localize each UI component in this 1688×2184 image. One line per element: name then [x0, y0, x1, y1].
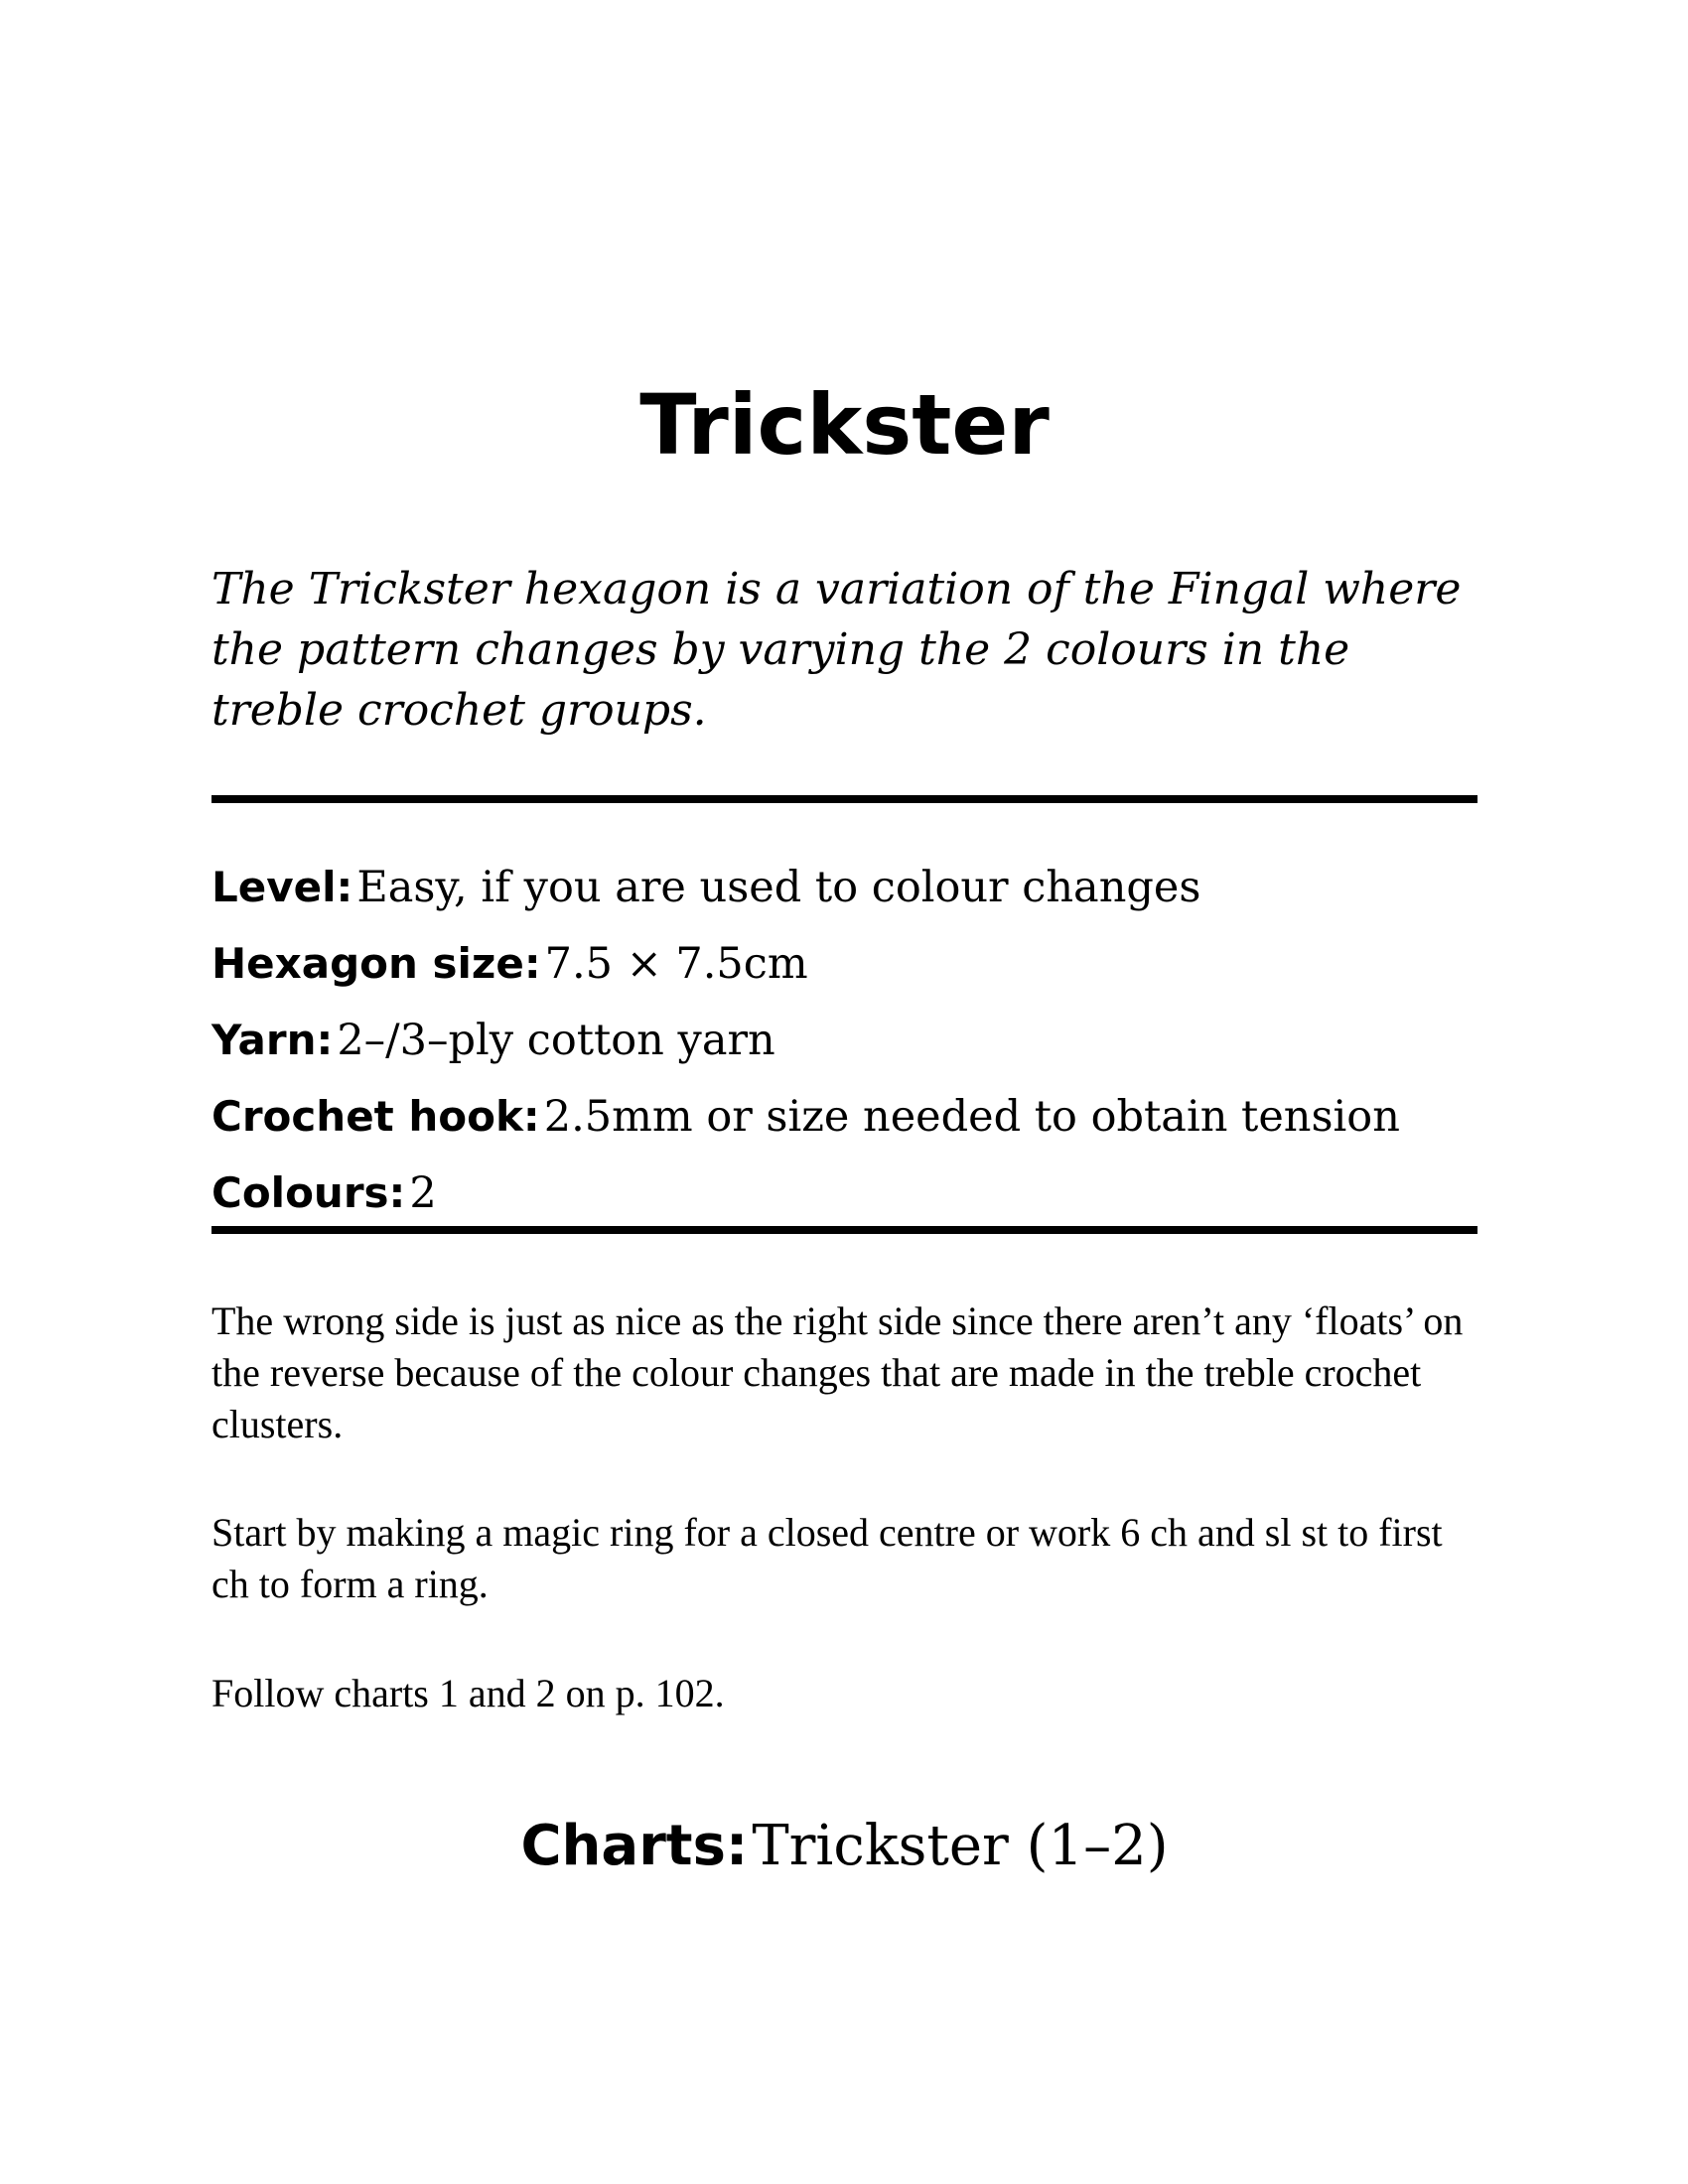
spec-colours	[211, 1155, 1477, 1231]
spec-level	[211, 849, 1477, 925]
body-paragraph: The wrong side is just as nice as the right side since there aren’t any ‘floats’ on the reverse because of the colour changes that are made in the treble crochet clusters.	[211, 1298, 1464, 1446]
spec-label: Crochet hook:	[211, 1092, 540, 1141]
spec-value: 2	[409, 1168, 437, 1218]
spec-value: Easy, if you are used to colour changes	[356, 863, 1201, 912]
body-paragraph: Start by making a magic ring for a closed centre or work 6 ch and sl st to first ch to form a ring.	[211, 1510, 1443, 1606]
charts-reference	[211, 1807, 1477, 1900]
charts-label: Charts:	[520, 1814, 749, 1878]
spec-value: 2.5mm or size needed to obtain tension	[543, 1092, 1400, 1142]
spec-hexagon-size	[211, 925, 1477, 1002]
spec-label: Level:	[211, 863, 353, 911]
spec-value: 7.5 × 7.5cm	[544, 939, 808, 989]
spec-label: Colours:	[211, 1168, 406, 1217]
document-page	[211, 0, 1477, 2184]
pattern-specs	[211, 849, 1477, 1231]
divider-bottom	[211, 1226, 1477, 1234]
body-paragraph: Follow charts 1 and 2 on p. 102.	[211, 1671, 725, 1715]
spec-crochet-hook	[211, 1078, 1477, 1155]
intro-text: The Trickster hexagon is a variation of the Fingal where the pattern changes by varying the 2 colours in the treble crochet groups.	[211, 564, 1462, 736]
spec-label: Yarn:	[211, 1016, 334, 1064]
spec-yarn	[211, 1002, 1477, 1078]
divider-top	[211, 795, 1477, 803]
spec-value: 2–/3–ply cotton yarn	[337, 1016, 775, 1065]
charts-value: Trickster (1–2)	[752, 1814, 1169, 1878]
spec-label: Hexagon size:	[211, 939, 541, 988]
page-title: Trickster	[639, 376, 1050, 474]
